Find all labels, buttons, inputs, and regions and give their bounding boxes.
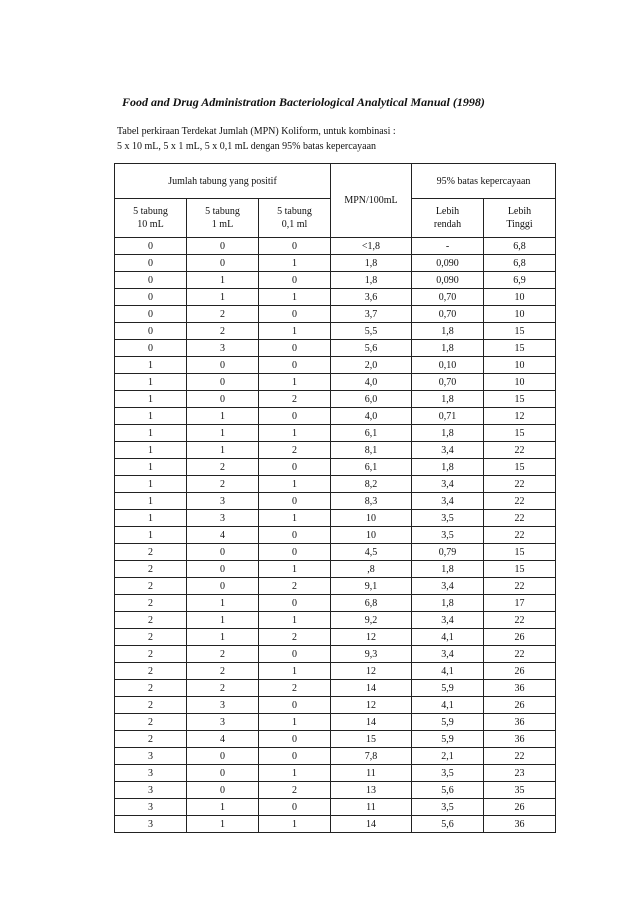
cell-10ml: 3 xyxy=(115,816,187,833)
table-row xyxy=(115,323,556,340)
cell-0-1ml: 2 xyxy=(259,442,331,459)
table-body xyxy=(115,238,556,833)
cell-mpn: 14 xyxy=(331,680,412,697)
cell-lower: 0,79 xyxy=(412,544,484,561)
cell-10ml: 2 xyxy=(115,663,187,680)
cell-lower: 1,8 xyxy=(412,340,484,357)
cell-mpn: 15 xyxy=(331,731,412,748)
cell-1ml: 3 xyxy=(187,493,259,510)
cell-10ml: 0 xyxy=(115,255,187,272)
cell-mpn: 11 xyxy=(331,765,412,782)
cell-mpn: ,8 xyxy=(331,561,412,578)
cell-mpn: 10 xyxy=(331,527,412,544)
table-row xyxy=(115,391,556,408)
cell-1ml: 0 xyxy=(187,391,259,408)
table-row xyxy=(115,340,556,357)
cell-upper: 36 xyxy=(484,680,556,697)
cell-0-1ml: 0 xyxy=(259,697,331,714)
table-row xyxy=(115,680,556,697)
cell-0-1ml: 1 xyxy=(259,561,331,578)
table-row xyxy=(115,510,556,527)
cell-mpn: 4,5 xyxy=(331,544,412,561)
cell-1ml: 0 xyxy=(187,238,259,255)
cell-mpn: 3,6 xyxy=(331,289,412,306)
cell-upper: 26 xyxy=(484,663,556,680)
table-caption xyxy=(117,124,396,154)
cell-10ml: 3 xyxy=(115,799,187,816)
cell-mpn: 9,1 xyxy=(331,578,412,595)
table-row xyxy=(115,816,556,833)
cell-lower: 3,5 xyxy=(412,799,484,816)
cell-0-1ml: 0 xyxy=(259,799,331,816)
cell-1ml: 1 xyxy=(187,595,259,612)
cell-upper: 12 xyxy=(484,408,556,425)
cell-1ml: 0 xyxy=(187,544,259,561)
cell-0-1ml: 1 xyxy=(259,612,331,629)
cell-upper: 17 xyxy=(484,595,556,612)
cell-10ml: 0 xyxy=(115,340,187,357)
cell-upper: 15 xyxy=(484,391,556,408)
cell-mpn: 9,2 xyxy=(331,612,412,629)
cell-lower: 4,1 xyxy=(412,629,484,646)
cell-lower: 3,4 xyxy=(412,646,484,663)
cell-0-1ml: 0 xyxy=(259,357,331,374)
cell-upper: 36 xyxy=(484,731,556,748)
cell-1ml: 4 xyxy=(187,731,259,748)
cell-0-1ml: 1 xyxy=(259,374,331,391)
cell-0-1ml: 0 xyxy=(259,493,331,510)
cell-upper: 22 xyxy=(484,493,556,510)
header-positive-tubes: Jumlah tabung yang positif xyxy=(115,164,331,199)
cell-1ml: 1 xyxy=(187,408,259,425)
cell-lower: 1,8 xyxy=(412,595,484,612)
cell-mpn: <1,8 xyxy=(331,238,412,255)
cell-1ml: 0 xyxy=(187,561,259,578)
cell-lower: 0,71 xyxy=(412,408,484,425)
cell-lower: 5,6 xyxy=(412,782,484,799)
cell-0-1ml: 0 xyxy=(259,340,331,357)
cell-lower: 5,6 xyxy=(412,816,484,833)
cell-mpn: 9,3 xyxy=(331,646,412,663)
cell-upper: 35 xyxy=(484,782,556,799)
cell-upper: 26 xyxy=(484,799,556,816)
cell-lower: 3,4 xyxy=(412,612,484,629)
cell-10ml: 0 xyxy=(115,306,187,323)
cell-upper: 6,9 xyxy=(484,272,556,289)
cell-10ml: 2 xyxy=(115,714,187,731)
table-row xyxy=(115,408,556,425)
cell-upper: 10 xyxy=(484,289,556,306)
subheader-10ml: 5 tabung 10 mL xyxy=(115,199,187,238)
cell-0-1ml: 1 xyxy=(259,510,331,527)
cell-10ml: 2 xyxy=(115,697,187,714)
cell-mpn: 12 xyxy=(331,697,412,714)
cell-lower: 0,090 xyxy=(412,272,484,289)
cell-10ml: 1 xyxy=(115,459,187,476)
cell-0-1ml: 0 xyxy=(259,731,331,748)
cell-upper: 22 xyxy=(484,510,556,527)
table-row xyxy=(115,238,556,255)
cell-upper: 22 xyxy=(484,476,556,493)
cell-lower: 2,1 xyxy=(412,748,484,765)
cell-upper: 15 xyxy=(484,544,556,561)
cell-0-1ml: 1 xyxy=(259,323,331,340)
cell-1ml: 0 xyxy=(187,578,259,595)
subheader-lower: Lebih rendah xyxy=(412,199,484,238)
cell-1ml: 1 xyxy=(187,816,259,833)
cell-0-1ml: 1 xyxy=(259,816,331,833)
cell-1ml: 1 xyxy=(187,425,259,442)
cell-mpn: 5,5 xyxy=(331,323,412,340)
table-row xyxy=(115,272,556,289)
cell-upper: 15 xyxy=(484,561,556,578)
cell-1ml: 3 xyxy=(187,340,259,357)
cell-1ml: 1 xyxy=(187,799,259,816)
table-row xyxy=(115,459,556,476)
cell-0-1ml: 2 xyxy=(259,629,331,646)
table-row xyxy=(115,544,556,561)
cell-0-1ml: 2 xyxy=(259,680,331,697)
cell-lower: 0,70 xyxy=(412,306,484,323)
caption-line-1: Tabel perkiraan Terdekat Jumlah (MPN) Koliform, untuk kombinasi : xyxy=(117,126,396,137)
cell-lower: 0,70 xyxy=(412,289,484,306)
cell-0-1ml: 1 xyxy=(259,476,331,493)
cell-mpn: 12 xyxy=(331,629,412,646)
cell-lower: 1,8 xyxy=(412,561,484,578)
cell-1ml: 3 xyxy=(187,714,259,731)
cell-upper: 22 xyxy=(484,612,556,629)
cell-mpn: 1,8 xyxy=(331,272,412,289)
cell-mpn: 6,1 xyxy=(331,425,412,442)
table-row xyxy=(115,255,556,272)
cell-1ml: 0 xyxy=(187,374,259,391)
cell-0-1ml: 0 xyxy=(259,459,331,476)
cell-10ml: 0 xyxy=(115,272,187,289)
subheader-1ml: 5 tabung 1 mL xyxy=(187,199,259,238)
table-row xyxy=(115,595,556,612)
header-mpn: MPN/100mL xyxy=(331,164,412,238)
cell-lower: 3,5 xyxy=(412,510,484,527)
cell-0-1ml: 1 xyxy=(259,663,331,680)
cell-lower: 1,8 xyxy=(412,459,484,476)
cell-10ml: 2 xyxy=(115,680,187,697)
cell-1ml: 2 xyxy=(187,680,259,697)
cell-upper: 22 xyxy=(484,578,556,595)
cell-lower: 0,70 xyxy=(412,374,484,391)
cell-0-1ml: 0 xyxy=(259,748,331,765)
cell-mpn: 14 xyxy=(331,714,412,731)
cell-lower: 5,9 xyxy=(412,731,484,748)
cell-mpn: 4,0 xyxy=(331,408,412,425)
cell-mpn: 8,3 xyxy=(331,493,412,510)
cell-1ml: 0 xyxy=(187,357,259,374)
cell-10ml: 2 xyxy=(115,595,187,612)
cell-0-1ml: 1 xyxy=(259,714,331,731)
cell-mpn: 4,0 xyxy=(331,374,412,391)
cell-upper: 10 xyxy=(484,306,556,323)
cell-mpn: 6,8 xyxy=(331,595,412,612)
cell-upper: 10 xyxy=(484,357,556,374)
cell-lower: 3,4 xyxy=(412,578,484,595)
cell-upper: 22 xyxy=(484,442,556,459)
caption-line-2: 5 x 10 mL, 5 x 1 mL, 5 x 0,1 mL dengan 95% batas kepercayaan xyxy=(117,141,377,152)
cell-1ml: 1 xyxy=(187,289,259,306)
cell-upper: 15 xyxy=(484,459,556,476)
table-row xyxy=(115,799,556,816)
cell-lower: 1,8 xyxy=(412,425,484,442)
table-row xyxy=(115,306,556,323)
cell-1ml: 1 xyxy=(187,629,259,646)
cell-mpn: 8,1 xyxy=(331,442,412,459)
cell-mpn: 8,2 xyxy=(331,476,412,493)
cell-0-1ml: 1 xyxy=(259,289,331,306)
cell-10ml: 2 xyxy=(115,612,187,629)
cell-lower: - xyxy=(412,238,484,255)
document-title: Food and Drug Administration Bacteriological Analytical Manual (1998) xyxy=(122,95,485,109)
cell-10ml: 2 xyxy=(115,731,187,748)
cell-lower: 5,9 xyxy=(412,680,484,697)
table-row xyxy=(115,714,556,731)
cell-lower: 0,090 xyxy=(412,255,484,272)
table-row xyxy=(115,731,556,748)
cell-1ml: 0 xyxy=(187,748,259,765)
cell-10ml: 3 xyxy=(115,748,187,765)
cell-1ml: 2 xyxy=(187,646,259,663)
cell-upper: 10 xyxy=(484,374,556,391)
cell-0-1ml: 0 xyxy=(259,527,331,544)
cell-0-1ml: 2 xyxy=(259,782,331,799)
cell-1ml: 0 xyxy=(187,782,259,799)
cell-mpn: 1,8 xyxy=(331,255,412,272)
cell-mpn: 2,0 xyxy=(331,357,412,374)
cell-10ml: 1 xyxy=(115,357,187,374)
cell-lower: 3,4 xyxy=(412,442,484,459)
cell-10ml: 1 xyxy=(115,527,187,544)
cell-1ml: 0 xyxy=(187,255,259,272)
cell-upper: 6,8 xyxy=(484,255,556,272)
table-row xyxy=(115,476,556,493)
cell-mpn: 6,0 xyxy=(331,391,412,408)
table-row xyxy=(115,782,556,799)
cell-10ml: 0 xyxy=(115,289,187,306)
cell-0-1ml: 0 xyxy=(259,408,331,425)
cell-10ml: 1 xyxy=(115,374,187,391)
cell-upper: 26 xyxy=(484,697,556,714)
cell-mpn: 13 xyxy=(331,782,412,799)
table-row xyxy=(115,357,556,374)
cell-lower: 3,4 xyxy=(412,493,484,510)
table-row xyxy=(115,748,556,765)
cell-mpn: 7,8 xyxy=(331,748,412,765)
table-row xyxy=(115,697,556,714)
cell-0-1ml: 1 xyxy=(259,255,331,272)
cell-0-1ml: 2 xyxy=(259,578,331,595)
table-row xyxy=(115,425,556,442)
cell-10ml: 1 xyxy=(115,408,187,425)
cell-mpn: 14 xyxy=(331,816,412,833)
table-row xyxy=(115,561,556,578)
cell-10ml: 1 xyxy=(115,391,187,408)
cell-mpn: 5,6 xyxy=(331,340,412,357)
cell-mpn: 12 xyxy=(331,663,412,680)
cell-0-1ml: 0 xyxy=(259,272,331,289)
cell-upper: 26 xyxy=(484,629,556,646)
table-row xyxy=(115,612,556,629)
cell-10ml: 1 xyxy=(115,442,187,459)
table-row xyxy=(115,527,556,544)
cell-1ml: 2 xyxy=(187,459,259,476)
cell-mpn: 6,1 xyxy=(331,459,412,476)
cell-lower: 3,5 xyxy=(412,765,484,782)
cell-lower: 5,9 xyxy=(412,714,484,731)
table-row xyxy=(115,629,556,646)
cell-lower: 3,5 xyxy=(412,527,484,544)
header-confidence-limits: 95% batas kepercayaan xyxy=(412,164,556,199)
table-row xyxy=(115,442,556,459)
table-row xyxy=(115,289,556,306)
cell-upper: 23 xyxy=(484,765,556,782)
cell-1ml: 2 xyxy=(187,663,259,680)
cell-1ml: 0 xyxy=(187,765,259,782)
cell-10ml: 1 xyxy=(115,425,187,442)
cell-10ml: 1 xyxy=(115,476,187,493)
cell-upper: 22 xyxy=(484,646,556,663)
cell-1ml: 1 xyxy=(187,612,259,629)
cell-10ml: 2 xyxy=(115,544,187,561)
cell-mpn: 10 xyxy=(331,510,412,527)
cell-1ml: 4 xyxy=(187,527,259,544)
cell-0-1ml: 0 xyxy=(259,306,331,323)
table-row xyxy=(115,374,556,391)
cell-mpn: 3,7 xyxy=(331,306,412,323)
cell-upper: 15 xyxy=(484,323,556,340)
cell-lower: 1,8 xyxy=(412,391,484,408)
cell-0-1ml: 0 xyxy=(259,544,331,561)
table-row xyxy=(115,578,556,595)
cell-0-1ml: 0 xyxy=(259,646,331,663)
cell-10ml: 2 xyxy=(115,578,187,595)
subheader-0-1ml: 5 tabung 0,1 ml xyxy=(259,199,331,238)
cell-1ml: 3 xyxy=(187,510,259,527)
cell-1ml: 2 xyxy=(187,306,259,323)
cell-10ml: 3 xyxy=(115,782,187,799)
cell-upper: 15 xyxy=(484,425,556,442)
cell-1ml: 2 xyxy=(187,476,259,493)
subheader-upper: Lebih Tinggi xyxy=(484,199,556,238)
cell-lower: 0,10 xyxy=(412,357,484,374)
cell-lower: 4,1 xyxy=(412,663,484,680)
cell-10ml: 1 xyxy=(115,510,187,527)
table-row xyxy=(115,663,556,680)
cell-1ml: 1 xyxy=(187,442,259,459)
cell-upper: 15 xyxy=(484,340,556,357)
cell-upper: 36 xyxy=(484,816,556,833)
mpn-table xyxy=(114,163,556,833)
cell-0-1ml: 0 xyxy=(259,238,331,255)
cell-0-1ml: 0 xyxy=(259,595,331,612)
cell-10ml: 0 xyxy=(115,323,187,340)
cell-upper: 36 xyxy=(484,714,556,731)
cell-1ml: 2 xyxy=(187,323,259,340)
cell-upper: 22 xyxy=(484,527,556,544)
cell-0-1ml: 2 xyxy=(259,391,331,408)
table-row xyxy=(115,765,556,782)
table-row xyxy=(115,493,556,510)
cell-0-1ml: 1 xyxy=(259,425,331,442)
cell-1ml: 3 xyxy=(187,697,259,714)
cell-mpn: 11 xyxy=(331,799,412,816)
cell-10ml: 0 xyxy=(115,238,187,255)
cell-lower: 1,8 xyxy=(412,323,484,340)
cell-upper: 22 xyxy=(484,748,556,765)
table-row xyxy=(115,646,556,663)
cell-10ml: 2 xyxy=(115,646,187,663)
cell-1ml: 1 xyxy=(187,272,259,289)
cell-10ml: 2 xyxy=(115,629,187,646)
cell-lower: 4,1 xyxy=(412,697,484,714)
cell-10ml: 1 xyxy=(115,493,187,510)
cell-10ml: 3 xyxy=(115,765,187,782)
cell-upper: 6,8 xyxy=(484,238,556,255)
cell-0-1ml: 1 xyxy=(259,765,331,782)
cell-lower: 3,4 xyxy=(412,476,484,493)
cell-10ml: 2 xyxy=(115,561,187,578)
